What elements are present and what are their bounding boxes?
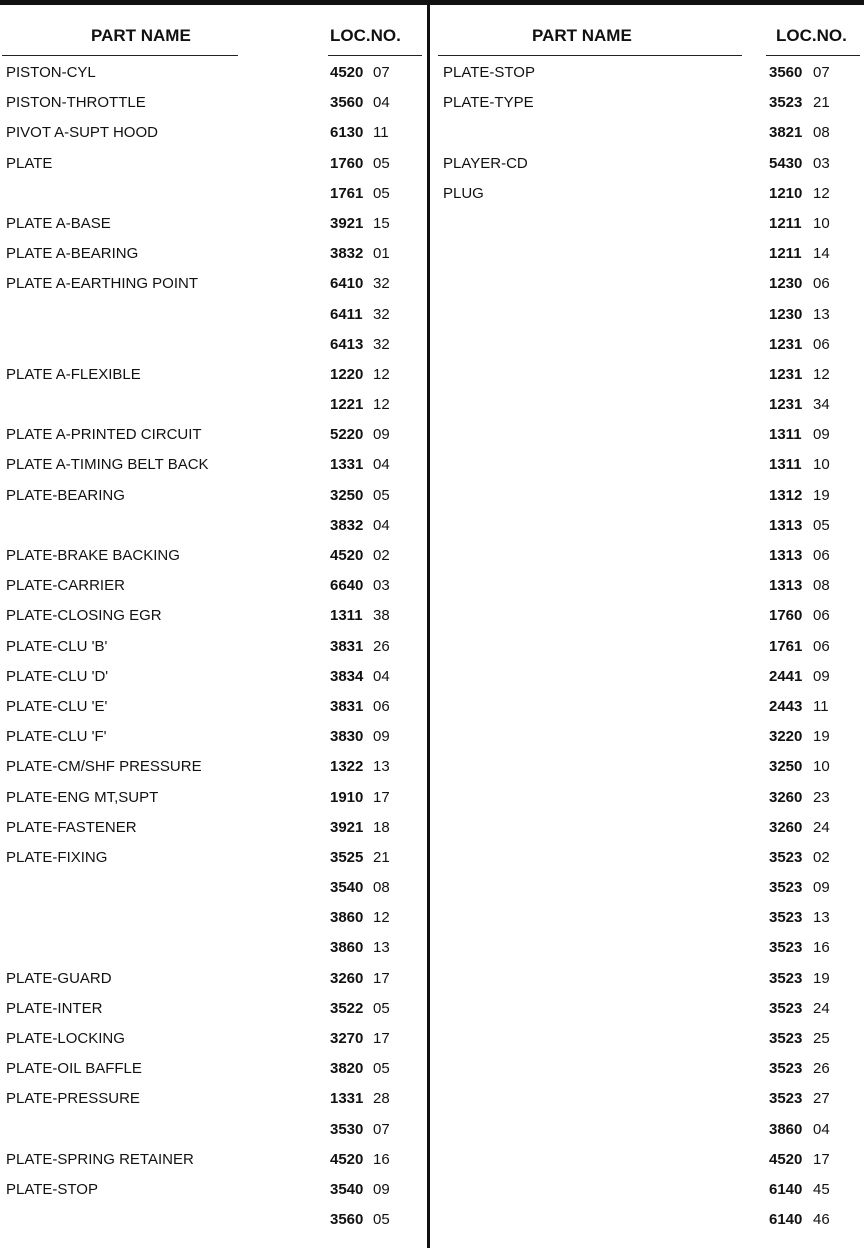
loc-number: 3250 [769,758,803,776]
loc-number: 1231 [769,335,803,353]
loc-sub-number: 12 [813,184,830,202]
loc-number: 1230 [769,305,803,323]
loc-sub-number: 34 [813,396,830,414]
list-item [430,1208,864,1238]
list-item [430,91,864,121]
loc-number: 1210 [769,184,803,202]
list-item [430,121,864,151]
list-item [0,725,427,755]
loc-number: 1211 [769,214,802,232]
list-item [430,333,864,363]
loc-number: 1311 [330,607,363,625]
part-name: PLATE-CLU 'B' [6,637,108,655]
loc-sub-number: 12 [373,909,390,927]
loc-sub-number: 05 [373,486,390,504]
loc-number: 4520 [330,1150,364,1168]
list-item [0,997,427,1027]
list-item [0,1178,427,1208]
loc-sub-number: 27 [813,1090,830,1108]
right-part-header-rule [438,55,742,56]
loc-sub-number: 26 [373,637,390,655]
loc-sub-number: 26 [813,1060,830,1078]
part-name: PLATE-CLU 'E' [6,697,108,715]
list-item [430,604,864,634]
part-name: PISTON-THROTTLE [6,94,146,112]
loc-sub-number: 07 [813,64,830,81]
loc-sub-number: 06 [813,335,830,353]
loc-number: 3860 [330,909,364,927]
loc-sub-number: 05 [373,999,390,1017]
left-loc-no-header: LOC.NO. [330,26,401,45]
loc-number: 3860 [769,1120,803,1138]
loc-number: 3523 [769,1090,803,1108]
loc-sub-number: 04 [373,667,390,685]
loc-sub-number: 13 [813,909,830,927]
loc-number: 6640 [330,577,364,595]
loc-number: 3921 [330,818,364,836]
loc-sub-number: 19 [813,969,830,987]
loc-sub-number: 04 [373,94,390,112]
list-item [0,333,427,363]
list-item [430,876,864,906]
loc-number: 3250 [330,486,364,504]
part-name: PLATE A-PRINTED CIRCUIT [6,426,202,444]
loc-sub-number: 09 [373,1180,390,1198]
list-item [0,544,427,574]
loc-sub-number: 06 [813,547,830,564]
part-name: PLATE-INTER [6,999,103,1017]
loc-number: 1221 [330,396,364,414]
part-name: PLATE-SPRING RETAINER [6,1150,194,1168]
part-name: PLAYER-CD [443,154,528,172]
loc-number: 1322 [330,758,364,776]
list-item [0,61,427,91]
loc-sub-number: 11 [813,697,829,715]
loc-number: 3560 [330,1211,364,1229]
list-item [430,574,864,604]
right-loc-no-header: LOC.NO. [776,26,847,45]
list-item [430,1148,864,1178]
loc-sub-number: 16 [813,939,830,957]
part-name: PLUG [443,184,484,202]
loc-sub-number: 09 [813,879,830,897]
list-item [0,665,427,695]
loc-number: 3523 [769,848,803,866]
loc-number: 6140 [769,1180,803,1198]
loc-number: 6130 [330,124,364,142]
list-item [0,635,427,665]
part-name: PLATE A-EARTHING POINT [6,275,198,293]
part-name: PLATE-CLU 'F' [6,728,107,746]
loc-number: 1331 [330,1090,364,1108]
loc-sub-number: 07 [373,64,390,81]
loc-sub-number: 08 [373,879,390,897]
loc-sub-number: 07 [373,1120,390,1138]
left-part-name-header: PART NAME [91,26,191,45]
loc-sub-number: 03 [373,577,390,595]
part-name: PLATE-CLOSING EGR [6,607,162,625]
loc-number: 3820 [330,1060,364,1078]
loc-number: 1760 [330,154,364,172]
loc-number: 3830 [330,728,364,746]
loc-number: 3523 [769,909,803,927]
list-item [430,453,864,483]
list-item [430,152,864,182]
loc-number: 6413 [330,335,364,353]
part-name: PLATE-TYPE [443,94,534,112]
loc-sub-number: 21 [373,848,390,866]
loc-number: 3270 [330,1030,364,1047]
list-item [0,182,427,212]
loc-number: 1313 [769,516,803,534]
right-part-name-header: PART NAME [532,26,632,45]
loc-sub-number: 05 [373,154,390,172]
loc-sub-number: 09 [373,426,390,444]
list-item [0,695,427,725]
loc-number: 3832 [330,245,364,263]
list-item [0,936,427,966]
loc-number: 3523 [769,999,803,1017]
list-item [0,453,427,483]
loc-number: 1230 [769,275,803,293]
left-loc-header-rule [328,55,422,56]
loc-sub-number: 32 [373,335,390,353]
loc-number: 3540 [330,1180,364,1198]
list-item [430,725,864,755]
part-name: PLATE-FIXING [6,848,108,866]
list-item [0,1148,427,1178]
list-item [430,997,864,1027]
loc-sub-number: 06 [813,607,830,625]
loc-number: 3260 [330,969,364,987]
loc-sub-number: 05 [373,1211,390,1229]
loc-number: 3560 [330,94,364,112]
loc-number: 3523 [769,1030,803,1047]
list-item [0,846,427,876]
loc-number: 3523 [769,969,803,987]
list-item [430,484,864,514]
loc-number: 6411 [330,305,363,323]
part-name: PLATE-CLU 'D' [6,667,109,685]
loc-number: 3831 [330,637,364,655]
part-name: PIVOT A-SUPT HOOD [6,124,158,142]
loc-sub-number: 18 [373,818,390,836]
loc-sub-number: 19 [813,486,830,504]
loc-number: 5430 [769,154,803,172]
loc-number: 1313 [769,577,803,595]
part-name: PLATE-CM/SHF PRESSURE [6,758,202,776]
right-loc-header-rule [766,55,860,56]
list-item [0,786,427,816]
loc-sub-number: 46 [813,1211,830,1229]
list-item [0,816,427,846]
list-item [430,1178,864,1208]
loc-number: 3220 [769,728,803,746]
loc-number: 3560 [769,64,803,81]
part-name: PLATE-BEARING [6,486,125,504]
list-item [430,1087,864,1117]
part-name: PLATE A-FLEXIBLE [6,365,141,383]
left-part-header-rule [2,55,238,56]
list-item [430,1118,864,1148]
loc-sub-number: 24 [813,999,830,1017]
list-item [430,303,864,333]
list-item [0,272,427,302]
part-name: PISTON-CYL [6,64,96,81]
loc-number: 3540 [330,879,364,897]
list-item [0,906,427,936]
list-item [0,393,427,423]
loc-number: 1313 [769,547,803,564]
loc-sub-number: 13 [373,939,390,957]
loc-number: 3921 [330,214,364,232]
loc-sub-number: 17 [373,969,390,987]
loc-number: 5220 [330,426,364,444]
loc-number: 3260 [769,818,803,836]
loc-sub-number: 23 [813,788,830,806]
list-item [0,967,427,997]
loc-number: 2443 [769,697,803,715]
loc-sub-number: 04 [373,456,390,474]
loc-number: 1231 [769,396,803,414]
loc-sub-number: 32 [373,275,390,293]
part-name: PLATE-PRESSURE [6,1090,140,1108]
list-item [430,242,864,272]
list-item [0,212,427,242]
list-item [0,121,427,151]
loc-sub-number: 11 [373,124,389,142]
loc-number: 2441 [769,667,803,685]
loc-number: 1220 [330,365,364,383]
part-name: PLATE-GUARD [6,969,112,987]
loc-sub-number: 28 [373,1090,390,1108]
loc-sub-number: 01 [373,245,390,263]
loc-number: 6140 [769,1211,803,1229]
list-item [430,514,864,544]
list-item [430,393,864,423]
loc-sub-number: 10 [813,758,830,776]
loc-sub-number: 12 [373,365,390,383]
loc-sub-number: 45 [813,1180,830,1198]
loc-number: 1910 [330,788,364,806]
loc-sub-number: 10 [813,456,830,474]
loc-sub-number: 03 [813,154,830,172]
loc-sub-number: 06 [813,275,830,293]
list-item [0,876,427,906]
list-item [430,967,864,997]
loc-sub-number: 32 [373,305,390,323]
loc-sub-number: 06 [373,697,390,715]
loc-number: 6410 [330,275,364,293]
list-item [430,544,864,574]
loc-number: 3523 [769,1060,803,1078]
loc-number: 3832 [330,516,364,534]
loc-sub-number: 38 [373,607,390,625]
list-item [430,665,864,695]
loc-number: 1761 [769,637,803,655]
loc-number: 4520 [330,64,364,81]
part-name: PLATE-OIL BAFFLE [6,1060,142,1078]
list-item [0,484,427,514]
list-item [0,1057,427,1087]
loc-sub-number: 06 [813,637,830,655]
loc-sub-number: 17 [373,788,390,806]
list-item [0,574,427,604]
loc-number: 1331 [330,456,364,474]
loc-sub-number: 17 [373,1030,390,1047]
loc-sub-number: 12 [813,365,830,383]
part-name: PLATE A-BEARING [6,245,139,263]
loc-sub-number: 08 [813,124,830,142]
loc-sub-number: 16 [373,1150,390,1168]
loc-number: 3525 [330,848,364,866]
list-item [430,695,864,725]
left-parts-list [0,61,427,1238]
loc-sub-number: 02 [813,848,830,866]
loc-sub-number: 05 [373,1060,390,1078]
list-item [430,846,864,876]
list-item [0,514,427,544]
list-item [0,91,427,121]
loc-number: 4520 [330,547,364,564]
list-item [430,936,864,966]
part-name: PLATE-BRAKE BACKING [6,547,180,564]
list-item [430,182,864,212]
loc-number: 1761 [330,184,364,202]
loc-number: 3260 [769,788,803,806]
list-item [0,303,427,333]
loc-number: 3523 [769,939,803,957]
loc-sub-number: 24 [813,818,830,836]
left-column [0,0,427,1248]
loc-sub-number: 09 [813,667,830,685]
loc-sub-number: 12 [373,396,390,414]
list-item [430,755,864,785]
list-item [0,1118,427,1148]
loc-number: 1311 [769,426,802,444]
list-item [430,786,864,816]
list-item [0,1208,427,1238]
list-item [430,272,864,302]
part-name: PLATE-FASTENER [6,818,137,836]
part-name: PLATE A-TIMING BELT BACK [6,456,209,474]
loc-sub-number: 05 [373,184,390,202]
loc-sub-number: 15 [373,214,390,232]
part-name: PLATE A-BASE [6,214,111,232]
right-parts-list [430,61,864,1238]
loc-number: 3860 [330,939,364,957]
loc-number: 3834 [330,667,364,685]
list-item [0,604,427,634]
part-name: PLATE-STOP [6,1180,98,1198]
list-item [0,363,427,393]
part-name: PLATE [6,154,53,172]
loc-number: 4520 [769,1150,803,1168]
loc-sub-number: 14 [813,245,830,263]
loc-sub-number: 25 [813,1030,830,1047]
loc-number: 1211 [769,245,802,263]
loc-number: 1760 [769,607,803,625]
loc-sub-number: 02 [373,547,390,564]
list-item [0,755,427,785]
loc-sub-number: 04 [373,516,390,534]
loc-sub-number: 21 [813,94,830,112]
list-item [0,152,427,182]
list-item [0,1087,427,1117]
loc-sub-number: 10 [813,214,830,232]
loc-number: 3522 [330,999,364,1017]
loc-sub-number: 13 [813,305,830,323]
list-item [430,1057,864,1087]
part-name: PLATE-LOCKING [6,1030,125,1047]
loc-number: 3831 [330,697,364,715]
list-item [0,242,427,272]
loc-sub-number: 09 [813,426,830,444]
loc-sub-number: 09 [373,728,390,746]
part-name: PLATE-CARRIER [6,577,125,595]
list-item [430,906,864,936]
list-item [0,1027,427,1057]
loc-number: 3523 [769,94,803,112]
loc-sub-number: 17 [813,1150,830,1168]
loc-sub-number: 04 [813,1120,830,1138]
right-column [430,0,864,1248]
loc-number: 1312 [769,486,803,504]
loc-number: 1231 [769,365,803,383]
loc-sub-number: 05 [813,516,830,534]
list-item [430,61,864,91]
loc-number: 1311 [769,456,802,474]
list-item [430,635,864,665]
part-name: PLATE-STOP [443,64,535,81]
list-item [430,1027,864,1057]
loc-number: 3523 [769,879,803,897]
list-item [430,363,864,393]
list-item [430,212,864,242]
list-item [430,816,864,846]
loc-number: 3530 [330,1120,364,1138]
list-item [430,423,864,453]
loc-sub-number: 13 [373,758,390,776]
part-name: PLATE-ENG MT,SUPT [6,788,159,806]
loc-number: 3821 [769,124,803,142]
list-item [0,423,427,453]
loc-sub-number: 08 [813,577,830,595]
loc-sub-number: 19 [813,728,830,746]
